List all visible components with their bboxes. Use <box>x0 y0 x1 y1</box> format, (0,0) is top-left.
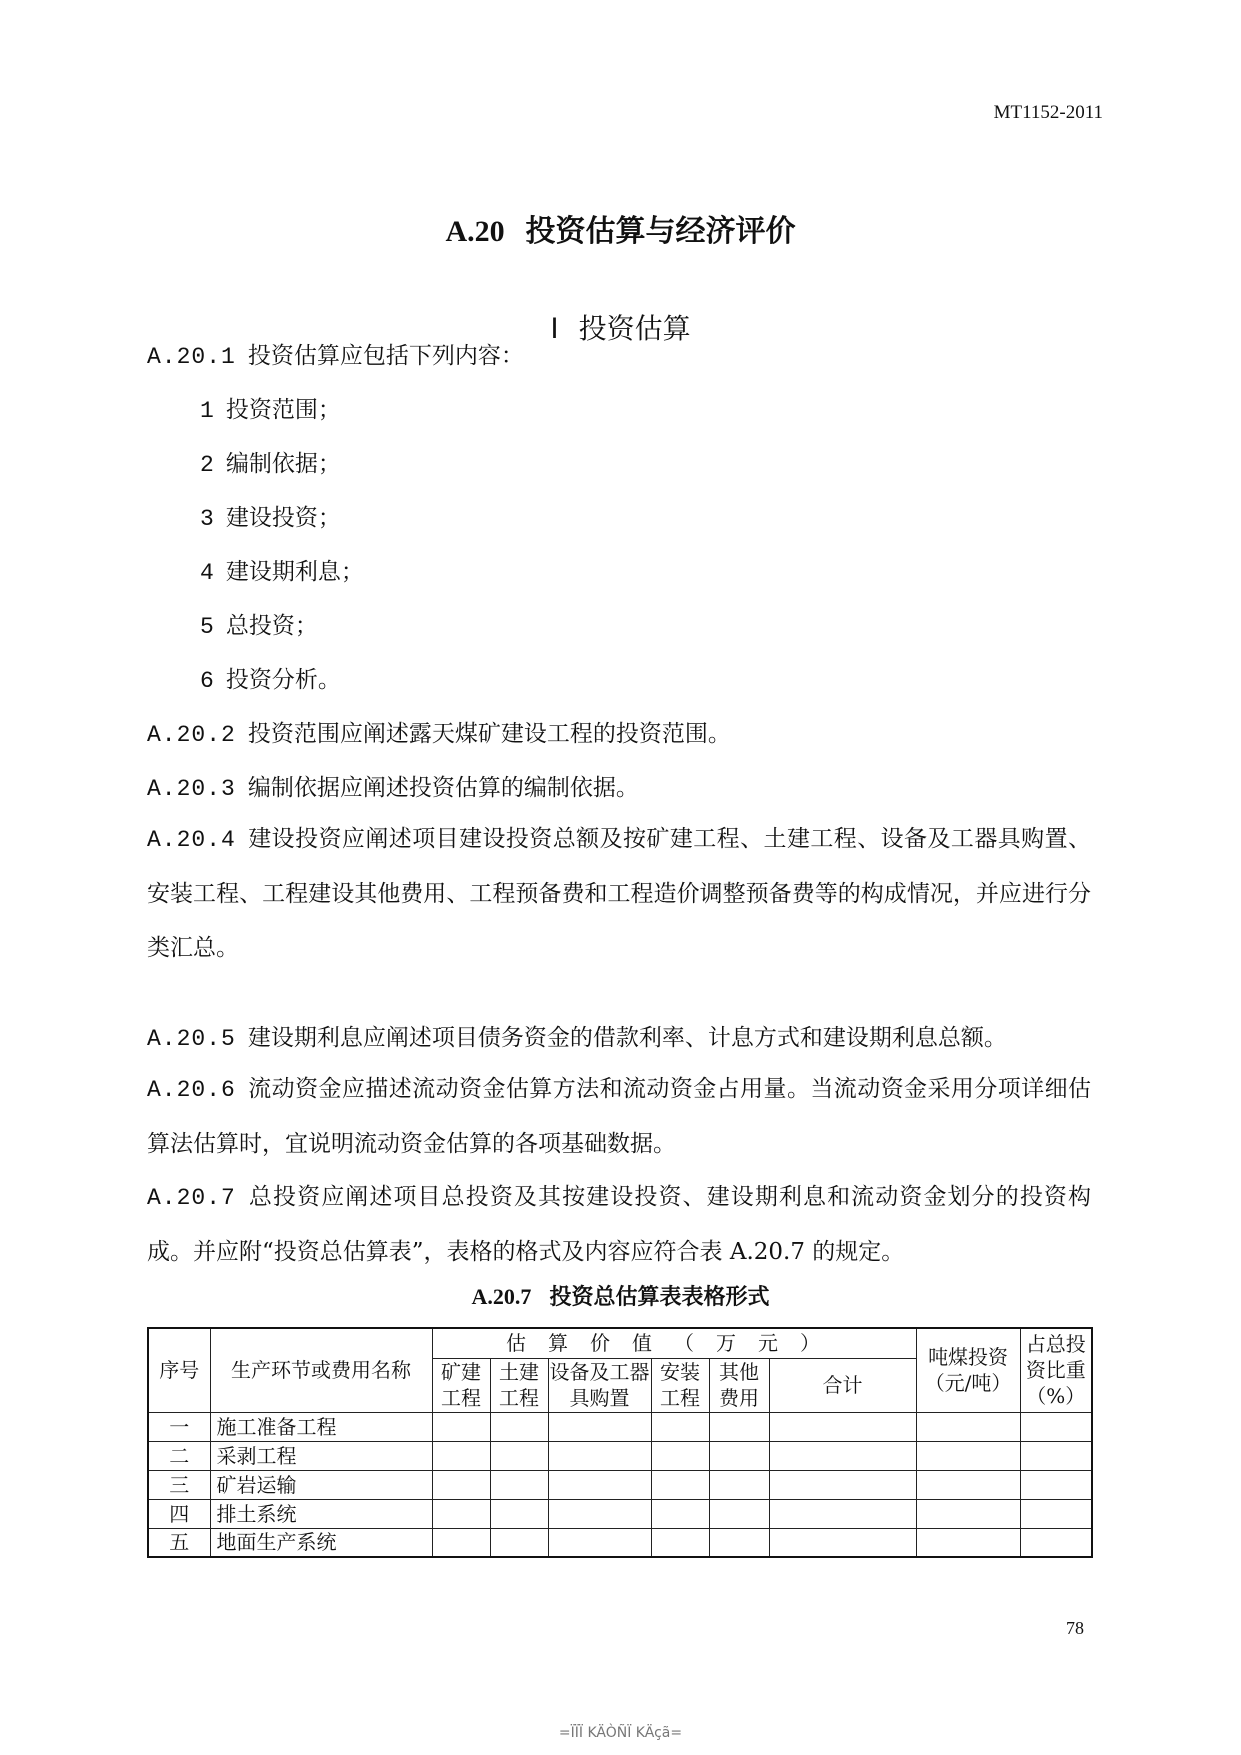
section-number: A.20 <box>445 215 505 248</box>
table-caption <box>0 1280 1241 1311</box>
cell <box>916 1470 1020 1499</box>
row-name: 矿岩运输 <box>210 1470 432 1499</box>
table-row <box>148 1412 1092 1441</box>
clause-id: A.20.1 <box>147 344 236 370</box>
list-item-number: 1 <box>200 398 214 424</box>
cell <box>769 1499 916 1528</box>
cell <box>651 1412 709 1441</box>
cell <box>709 1470 769 1499</box>
row-seq: 一 <box>148 1412 210 1441</box>
investment-estimate-table <box>147 1327 1093 1558</box>
clause-text: 建设投资应阐述项目建设投资总额及按矿建工程、土建工程、设备及工器具购置、安装工程、工程建设其他费用、工程预备费和工程造价调整预备费等的构成情况，并应进行分类汇总。 <box>147 826 1091 961</box>
cell <box>432 1412 490 1441</box>
row-name: 采剥工程 <box>210 1441 432 1470</box>
clause-a20-2 <box>147 719 731 750</box>
clause-a20-5 <box>147 1023 1007 1054</box>
header-other: 其他费用 <box>709 1358 769 1412</box>
header-civil: 土建工程 <box>490 1358 548 1412</box>
section-title-text: 投资估算与经济评价 <box>525 214 796 249</box>
clause-a20-4 <box>147 812 1091 975</box>
cell <box>490 1412 548 1441</box>
header-share: 占总投资比重（%） <box>1020 1328 1092 1412</box>
clause-text: 投资估算应包括下列内容： <box>247 343 524 369</box>
clause-a20-6 <box>147 1062 1091 1171</box>
list-item-text: 投资范围； <box>225 397 341 423</box>
cell <box>548 1441 651 1470</box>
table-row <box>148 1528 1092 1557</box>
row-seq: 四 <box>148 1499 210 1528</box>
cell <box>769 1441 916 1470</box>
list-item <box>200 395 341 426</box>
clause-id: A.20.4 <box>147 827 236 853</box>
list-item <box>200 665 341 696</box>
clause-a20-7 <box>147 1170 1091 1279</box>
cell <box>651 1528 709 1557</box>
cell <box>916 1441 1020 1470</box>
cell <box>432 1499 490 1528</box>
table-caption-number: A.20.7 <box>471 1284 532 1309</box>
subsection-roman: Ⅰ <box>550 314 559 345</box>
cell <box>490 1441 548 1470</box>
list-item-number: 4 <box>200 560 214 586</box>
list-item-number: 6 <box>200 668 214 694</box>
header-total: 合计 <box>769 1358 916 1412</box>
cell <box>548 1528 651 1557</box>
cell <box>432 1441 490 1470</box>
table-row <box>148 1499 1092 1528</box>
cell <box>916 1412 1020 1441</box>
cell <box>432 1470 490 1499</box>
header-estimate-text: 估算价值（万元） <box>506 1331 843 1356</box>
cell <box>490 1470 548 1499</box>
cell <box>916 1528 1020 1557</box>
cell <box>1020 1499 1092 1528</box>
list-item <box>200 557 364 588</box>
cell <box>548 1412 651 1441</box>
cell <box>1020 1412 1092 1441</box>
header-name: 生产环节或费用名称 <box>210 1328 432 1412</box>
list-item-text: 编制依据； <box>225 451 341 477</box>
clause-id: A.20.5 <box>147 1026 236 1052</box>
cell <box>651 1499 709 1528</box>
cell <box>709 1499 769 1528</box>
table-row <box>148 1441 1092 1470</box>
page-number: 78 <box>1066 1618 1084 1638</box>
section-title <box>0 206 1241 250</box>
list-item <box>200 449 341 480</box>
row-seq: 三 <box>148 1470 210 1499</box>
list-item-text: 总投资； <box>225 613 318 639</box>
cell <box>490 1499 548 1528</box>
cell <box>709 1528 769 1557</box>
list-item-number: 2 <box>200 452 214 478</box>
clause-a20-3 <box>147 773 639 804</box>
row-name: 施工准备工程 <box>210 1412 432 1441</box>
cell <box>1020 1470 1092 1499</box>
cell <box>548 1470 651 1499</box>
cell <box>769 1528 916 1557</box>
cell <box>1020 1528 1092 1557</box>
cell <box>490 1528 548 1557</box>
clause-id: A.20.7 <box>147 1185 236 1211</box>
header-install: 安装工程 <box>651 1358 709 1412</box>
cell <box>709 1441 769 1470</box>
cell <box>916 1499 1020 1528</box>
clause-id: A.20.6 <box>147 1077 236 1103</box>
list-item-number: 5 <box>200 614 214 640</box>
cell <box>769 1412 916 1441</box>
cell <box>769 1470 916 1499</box>
row-seq: 二 <box>148 1441 210 1470</box>
table-row <box>148 1470 1092 1499</box>
clause-text: 建设期利息应阐述项目债务资金的借款利率、计息方式和建设期利息总额。 <box>247 1025 1007 1051</box>
header-estimate <box>432 1328 916 1358</box>
cell <box>651 1441 709 1470</box>
header-equipment: 设备及工器具购置 <box>549 1360 650 1410</box>
clause-text: 投资范围应阐述露天煤矿建设工程的投资范围。 <box>247 721 731 747</box>
header-per-ton: 吨煤投资（元/吨） <box>916 1328 1020 1412</box>
clause-id: A.20.3 <box>147 776 236 802</box>
table-header-row <box>148 1328 1092 1358</box>
list-item-text: 建设期利息； <box>225 559 364 585</box>
clause-id: A.20.2 <box>147 722 236 748</box>
list-item-text: 建设投资； <box>225 505 341 531</box>
footer-watermark: =ÏÏÏ KÄÒÑÏ KÄçã= <box>558 1725 683 1741</box>
standard-code: MT1152-2011 <box>993 102 1103 123</box>
clause-a20-1 <box>147 341 524 372</box>
row-name: 排土系统 <box>210 1499 432 1528</box>
table-caption-text: 投资总估算表表格形式 <box>549 1284 770 1310</box>
list-item <box>200 503 341 534</box>
clause-text: 流动资金应描述流动资金估算方法和流动资金占用量。当流动资金采用分项详细估算法估算时，宜说明流动资金估算的各项基础数据。 <box>147 1076 1091 1157</box>
clause-text: 总投资应阐述项目总投资及其按建设投资、建设期利息和流动资金划分的投资构成。并应附“投资总估算表”，表格的格式及内容应符合表 A.20.7 的规定。 <box>147 1184 1091 1265</box>
list-item-number: 3 <box>200 506 214 532</box>
row-seq: 五 <box>148 1528 210 1557</box>
header-seq: 序号 <box>148 1328 210 1412</box>
list-item <box>200 611 318 642</box>
clause-text: 编制依据应阐述投资估算的编制依据。 <box>247 775 639 801</box>
list-item-text: 投资分析。 <box>225 667 341 693</box>
subsection-text: 投资估算 <box>578 312 691 345</box>
cell <box>1020 1441 1092 1470</box>
header-mine: 矿建工程 <box>432 1358 490 1412</box>
cell <box>651 1470 709 1499</box>
cell <box>548 1499 651 1528</box>
row-name: 地面生产系统 <box>210 1528 432 1557</box>
cell <box>709 1412 769 1441</box>
cell <box>432 1528 490 1557</box>
